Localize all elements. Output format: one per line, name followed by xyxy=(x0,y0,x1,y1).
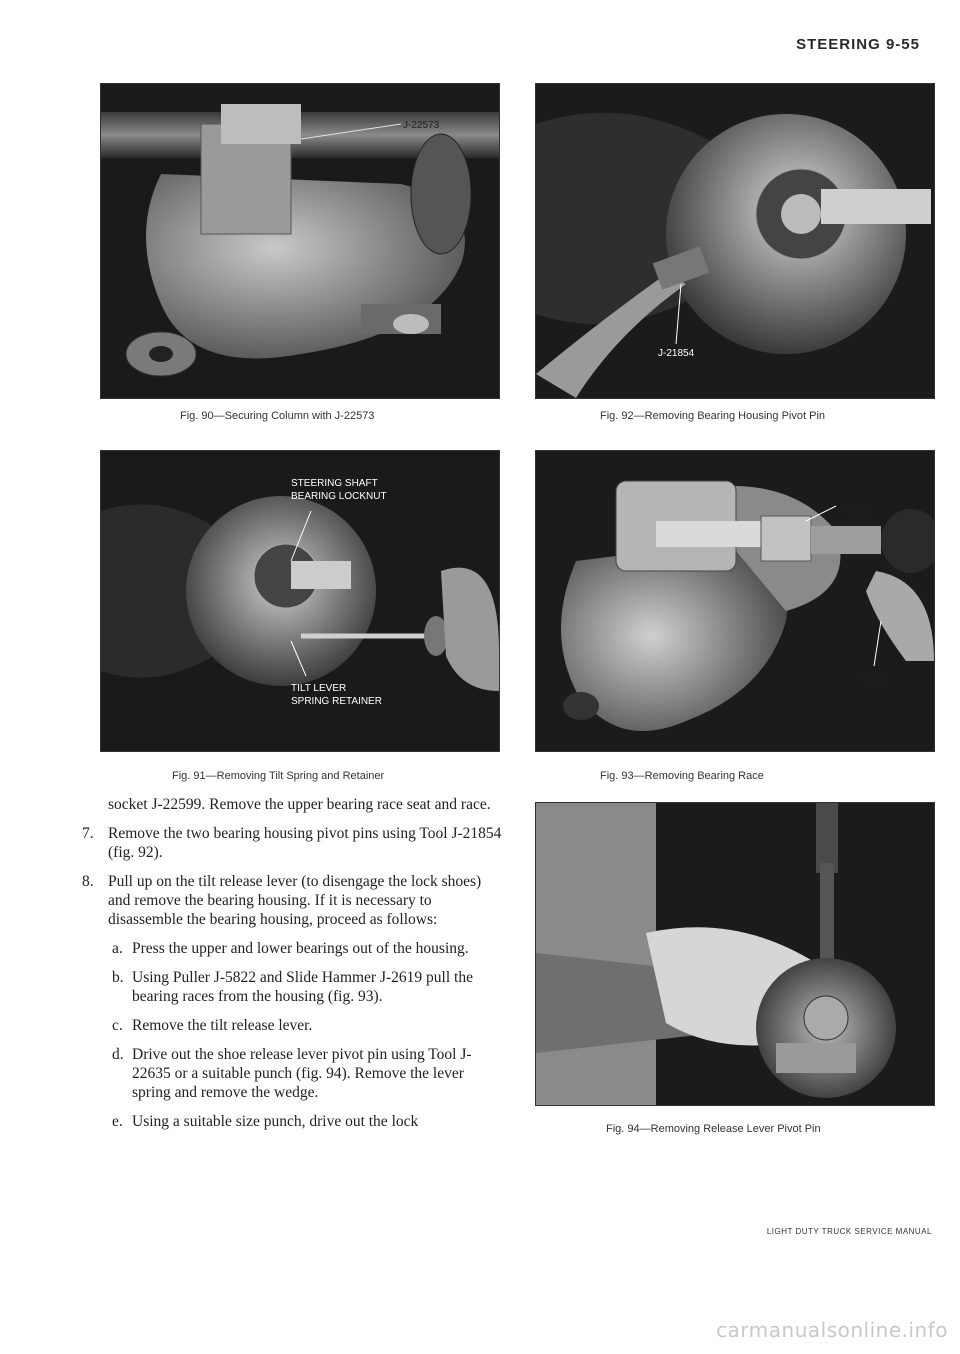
substep-a xyxy=(112,939,503,958)
figure-91-caption: Fig. 91—Removing Tilt Spring and Retainer xyxy=(172,770,385,782)
substep-e xyxy=(112,1112,503,1131)
tool-label-j2619: J-2619 xyxy=(858,673,889,684)
tilt-spring-retainer-illustration xyxy=(101,451,499,751)
page-header: STEERING 9-55 xyxy=(796,36,920,53)
figure-92-caption: Fig. 92—Removing Bearing Housing Pivot Pin xyxy=(600,410,826,422)
tool-label-j5822: J-5822 xyxy=(838,505,869,516)
substep-letter: a. xyxy=(112,940,123,957)
tool-label-j22573: J-22573 xyxy=(403,120,440,131)
substep-text: Remove the tilt release lever. xyxy=(132,1017,313,1034)
substep-text: Press the upper and lower bearings out of the housing. xyxy=(132,940,469,957)
step-8 xyxy=(82,872,503,929)
release-lever-pivot-illustration xyxy=(536,803,934,1105)
substep-text: Drive out the shoe release lever pivot pin using Tool J-22635 or a suitable punch (fig. 94). Remove the lever spring and remove the wedge. xyxy=(132,1046,472,1101)
step-text: Remove the two bearing housing pivot pins using Tool J-21854 (fig. 92). xyxy=(108,825,502,861)
step-number: 8. xyxy=(82,873,94,890)
substep-text: Using a suitable size punch, drive out the lock xyxy=(132,1113,419,1130)
substep-c xyxy=(112,1016,503,1035)
step-text: Pull up on the tilt release lever (to disengage the lock shoes) and remove the bearing housing. If it is necessary to disassemble the bearing housing, proceed as follows: xyxy=(108,873,482,928)
tool-label-j21854: J-21854 xyxy=(658,348,695,359)
figure-94-photo xyxy=(535,802,935,1106)
substep-letter: b. xyxy=(112,969,124,986)
figure-94-caption: Fig. 94—Removing Release Lever Pivot Pin xyxy=(606,1123,821,1135)
substep-letter: c. xyxy=(112,1017,123,1034)
substep-letter: d. xyxy=(112,1046,124,1063)
intro-paragraph: socket J-22599. Remove the upper bearing race seat and race. xyxy=(108,796,491,813)
substep-d xyxy=(112,1045,503,1102)
watermark: carmanualsonline.info xyxy=(716,1318,948,1342)
body-text xyxy=(82,795,503,1141)
figure-90-caption: Fig. 90—Securing Column with J-22573 xyxy=(180,410,375,422)
step-7 xyxy=(82,824,503,862)
label-spring-retainer: SPRING RETAINER xyxy=(291,696,382,707)
bearing-race-puller-illustration xyxy=(536,451,934,751)
column-vise-illustration xyxy=(101,84,499,398)
bearing-housing-pivot-illustration xyxy=(536,84,934,398)
label-bearing-locknut: BEARING LOCKNUT xyxy=(291,491,387,502)
figure-92-photo xyxy=(535,83,935,399)
label-steering-shaft: STEERING SHAFT xyxy=(291,478,378,489)
substep-letter: e. xyxy=(112,1113,123,1130)
figure-93-caption: Fig. 93—Removing Bearing Race xyxy=(600,770,764,782)
figure-91-photo xyxy=(100,450,500,752)
figure-93-photo xyxy=(535,450,935,752)
figure-90-photo xyxy=(100,83,500,399)
substep-b xyxy=(112,968,503,1006)
substep-text: Using Puller J-5822 and Slide Hammer J-2619 pull the bearing races from the housing (fig. 93). xyxy=(132,969,473,1005)
label-tilt-lever: TILT LEVER xyxy=(291,683,347,694)
step-number: 7. xyxy=(82,825,94,842)
manual-footer: LIGHT DUTY TRUCK SERVICE MANUAL xyxy=(766,1227,932,1236)
